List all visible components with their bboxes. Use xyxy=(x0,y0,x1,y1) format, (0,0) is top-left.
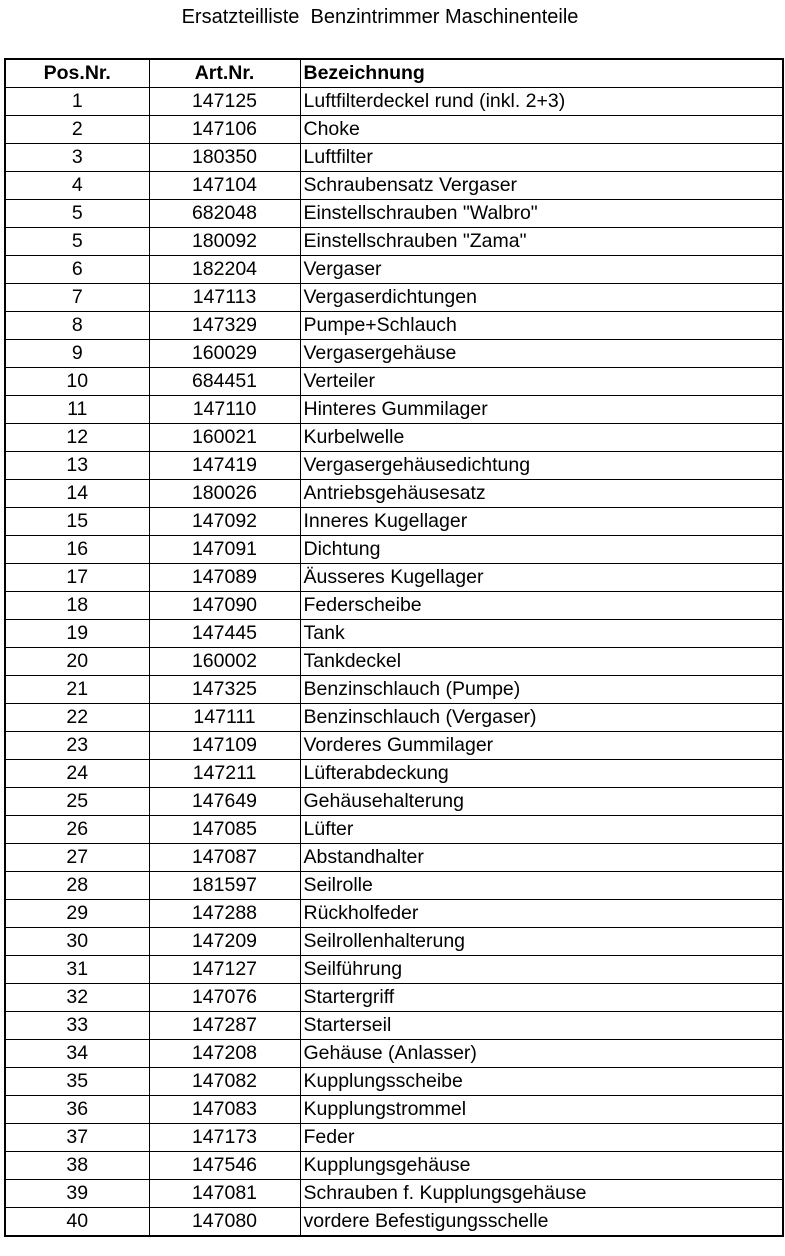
cell-art-nr: 684451 xyxy=(149,368,300,396)
cell-bezeichnung: Luftfilterdeckel rund (inkl. 2+3) xyxy=(300,88,783,116)
cell-bezeichnung: Schraubensatz Vergaser xyxy=(300,172,783,200)
table-row xyxy=(5,1124,783,1152)
cell-pos-nr: 21 xyxy=(5,676,149,704)
cell-bezeichnung: Choke xyxy=(300,116,783,144)
cell-pos-nr: 39 xyxy=(5,1180,149,1208)
cell-pos-nr: 18 xyxy=(5,592,149,620)
cell-art-nr: 147287 xyxy=(149,1012,300,1040)
cell-art-nr: 147209 xyxy=(149,928,300,956)
cell-bezeichnung: Rückholfeder xyxy=(300,900,783,928)
cell-pos-nr: 27 xyxy=(5,844,149,872)
cell-art-nr: 147090 xyxy=(149,592,300,620)
cell-bezeichnung: Luftfilter xyxy=(300,144,783,172)
cell-art-nr: 147109 xyxy=(149,732,300,760)
cell-pos-nr: 14 xyxy=(5,480,149,508)
table-row xyxy=(5,900,783,928)
cell-bezeichnung: Einstellschrauben "Walbro" xyxy=(300,200,783,228)
cell-pos-nr: 34 xyxy=(5,1040,149,1068)
table-row xyxy=(5,1096,783,1124)
table-row xyxy=(5,1180,783,1208)
cell-art-nr: 147125 xyxy=(149,88,300,116)
cell-pos-nr: 13 xyxy=(5,452,149,480)
cell-pos-nr: 8 xyxy=(5,312,149,340)
cell-bezeichnung: Federscheibe xyxy=(300,592,783,620)
cell-art-nr: 147081 xyxy=(149,1180,300,1208)
cell-bezeichnung: Vergasergehäusedichtung xyxy=(300,452,783,480)
cell-pos-nr: 19 xyxy=(5,620,149,648)
cell-bezeichnung: Seilrollenhalterung xyxy=(300,928,783,956)
cell-bezeichnung: Antriebsgehäusesatz xyxy=(300,480,783,508)
cell-pos-nr: 24 xyxy=(5,760,149,788)
cell-pos-nr: 28 xyxy=(5,872,149,900)
cell-art-nr: 147085 xyxy=(149,816,300,844)
cell-pos-nr: 31 xyxy=(5,956,149,984)
table-row xyxy=(5,620,783,648)
table-row xyxy=(5,564,783,592)
cell-art-nr: 147329 xyxy=(149,312,300,340)
cell-bezeichnung: Hinteres Gummilager xyxy=(300,396,783,424)
table-row xyxy=(5,1152,783,1180)
cell-art-nr: 147325 xyxy=(149,676,300,704)
cell-art-nr: 682048 xyxy=(149,200,300,228)
cell-pos-nr: 16 xyxy=(5,536,149,564)
cell-pos-nr: 38 xyxy=(5,1152,149,1180)
table-row xyxy=(5,144,783,172)
cell-pos-nr: 17 xyxy=(5,564,149,592)
cell-pos-nr: 23 xyxy=(5,732,149,760)
cell-art-nr: 160029 xyxy=(149,340,300,368)
table-row xyxy=(5,228,783,256)
cell-pos-nr: 40 xyxy=(5,1208,149,1237)
cell-pos-nr: 5 xyxy=(5,228,149,256)
table-row xyxy=(5,424,783,452)
cell-bezeichnung: Seilrolle xyxy=(300,872,783,900)
page-title: Ersatzteilliste Benzintrimmer Maschinenteile xyxy=(181,6,579,28)
cell-art-nr: 147288 xyxy=(149,900,300,928)
cell-art-nr: 147083 xyxy=(149,1096,300,1124)
cell-art-nr: 147104 xyxy=(149,172,300,200)
cell-pos-nr: 29 xyxy=(5,900,149,928)
cell-art-nr: 147091 xyxy=(149,536,300,564)
table-row xyxy=(5,844,783,872)
table-row xyxy=(5,200,783,228)
table-row xyxy=(5,872,783,900)
cell-pos-nr: 15 xyxy=(5,508,149,536)
cell-art-nr: 147445 xyxy=(149,620,300,648)
cell-art-nr: 147208 xyxy=(149,1040,300,1068)
cell-pos-nr: 37 xyxy=(5,1124,149,1152)
cell-art-nr: 147211 xyxy=(149,760,300,788)
parts-table-body xyxy=(5,88,783,1237)
table-row xyxy=(5,676,783,704)
cell-bezeichnung: Vergasergehäuse xyxy=(300,340,783,368)
cell-bezeichnung: Kupplungsgehäuse xyxy=(300,1152,783,1180)
table-row xyxy=(5,592,783,620)
table-row xyxy=(5,256,783,284)
table-row xyxy=(5,480,783,508)
cell-bezeichnung: Abstandhalter xyxy=(300,844,783,872)
cell-art-nr: 147111 xyxy=(149,704,300,732)
cell-pos-nr: 30 xyxy=(5,928,149,956)
cell-art-nr: 147110 xyxy=(149,396,300,424)
cell-bezeichnung: Gehäuse (Anlasser) xyxy=(300,1040,783,1068)
cell-bezeichnung: Lüfterabdeckung xyxy=(300,760,783,788)
cell-art-nr: 147113 xyxy=(149,284,300,312)
table-row xyxy=(5,984,783,1012)
cell-bezeichnung: Benzinschlauch (Vergaser) xyxy=(300,704,783,732)
cell-bezeichnung: Tankdeckel xyxy=(300,648,783,676)
cell-pos-nr: 20 xyxy=(5,648,149,676)
cell-bezeichnung: Kupplungstrommel xyxy=(300,1096,783,1124)
cell-art-nr: 147127 xyxy=(149,956,300,984)
header-bezeichnung: Bezeichnung xyxy=(300,59,783,88)
table-row xyxy=(5,1040,783,1068)
cell-pos-nr: 12 xyxy=(5,424,149,452)
cell-pos-nr: 25 xyxy=(5,788,149,816)
table-row xyxy=(5,536,783,564)
cell-pos-nr: 3 xyxy=(5,144,149,172)
cell-bezeichnung: Vergaser xyxy=(300,256,783,284)
table-row xyxy=(5,172,783,200)
cell-bezeichnung: Feder xyxy=(300,1124,783,1152)
table-row xyxy=(5,704,783,732)
table-row xyxy=(5,396,783,424)
cell-bezeichnung: Vergaserdichtungen xyxy=(300,284,783,312)
cell-bezeichnung: Schrauben f. Kupplungsgehäuse xyxy=(300,1180,783,1208)
table-row xyxy=(5,1012,783,1040)
table-row xyxy=(5,648,783,676)
header-pos-nr: Pos.Nr. xyxy=(5,59,149,88)
cell-art-nr: 147089 xyxy=(149,564,300,592)
table-row xyxy=(5,508,783,536)
table-row xyxy=(5,956,783,984)
cell-pos-nr: 33 xyxy=(5,1012,149,1040)
cell-bezeichnung: Gehäusehalterung xyxy=(300,788,783,816)
table-row xyxy=(5,312,783,340)
table-row xyxy=(5,760,783,788)
cell-art-nr: 182204 xyxy=(149,256,300,284)
cell-bezeichnung: Vorderes Gummilager xyxy=(300,732,783,760)
table-row xyxy=(5,788,783,816)
cell-art-nr: 160002 xyxy=(149,648,300,676)
cell-pos-nr: 26 xyxy=(5,816,149,844)
cell-pos-nr: 1 xyxy=(5,88,149,116)
cell-bezeichnung: Kupplungsscheibe xyxy=(300,1068,783,1096)
cell-art-nr: 147173 xyxy=(149,1124,300,1152)
cell-bezeichnung: Seilführung xyxy=(300,956,783,984)
cell-art-nr: 147546 xyxy=(149,1152,300,1180)
table-row xyxy=(5,1208,783,1237)
cell-art-nr: 160021 xyxy=(149,424,300,452)
cell-art-nr: 180026 xyxy=(149,480,300,508)
cell-pos-nr: 9 xyxy=(5,340,149,368)
cell-pos-nr: 5 xyxy=(5,200,149,228)
table-row xyxy=(5,732,783,760)
table-row xyxy=(5,1068,783,1096)
cell-art-nr: 147106 xyxy=(149,116,300,144)
header-art-nr: Art.Nr. xyxy=(149,59,300,88)
table-row xyxy=(5,452,783,480)
table-row xyxy=(5,116,783,144)
cell-art-nr: 147082 xyxy=(149,1068,300,1096)
cell-art-nr: 147092 xyxy=(149,508,300,536)
cell-bezeichnung: Starterseil xyxy=(300,1012,783,1040)
cell-art-nr: 147087 xyxy=(149,844,300,872)
cell-pos-nr: 36 xyxy=(5,1096,149,1124)
cell-bezeichnung: Benzinschlauch (Pumpe) xyxy=(300,676,783,704)
cell-art-nr: 181597 xyxy=(149,872,300,900)
table-row xyxy=(5,340,783,368)
cell-pos-nr: 6 xyxy=(5,256,149,284)
cell-pos-nr: 2 xyxy=(5,116,149,144)
table-row xyxy=(5,284,783,312)
cell-bezeichnung: Inneres Kugellager xyxy=(300,508,783,536)
cell-art-nr: 180350 xyxy=(149,144,300,172)
cell-bezeichnung: Pumpe+Schlauch xyxy=(300,312,783,340)
table-row xyxy=(5,816,783,844)
table-row xyxy=(5,88,783,116)
cell-bezeichnung: Einstellschrauben "Zama" xyxy=(300,228,783,256)
table-row xyxy=(5,368,783,396)
cell-bezeichnung: vordere Befestigungsschelle xyxy=(300,1208,783,1237)
cell-pos-nr: 22 xyxy=(5,704,149,732)
table-header-row xyxy=(5,59,783,88)
cell-bezeichnung: Verteiler xyxy=(300,368,783,396)
cell-pos-nr: 4 xyxy=(5,172,149,200)
cell-pos-nr: 35 xyxy=(5,1068,149,1096)
cell-bezeichnung: Lüfter xyxy=(300,816,783,844)
cell-bezeichnung: Dichtung xyxy=(300,536,783,564)
cell-bezeichnung: Tank xyxy=(300,620,783,648)
cell-art-nr: 147076 xyxy=(149,984,300,1012)
cell-pos-nr: 11 xyxy=(5,396,149,424)
parts-table xyxy=(4,58,784,1237)
cell-pos-nr: 32 xyxy=(5,984,149,1012)
cell-bezeichnung: Äusseres Kugellager xyxy=(300,564,783,592)
cell-pos-nr: 10 xyxy=(5,368,149,396)
cell-art-nr: 180092 xyxy=(149,228,300,256)
cell-art-nr: 147419 xyxy=(149,452,300,480)
cell-bezeichnung: Kurbelwelle xyxy=(300,424,783,452)
cell-art-nr: 147080 xyxy=(149,1208,300,1237)
cell-bezeichnung: Startergriff xyxy=(300,984,783,1012)
cell-pos-nr: 7 xyxy=(5,284,149,312)
table-row xyxy=(5,928,783,956)
cell-art-nr: 147649 xyxy=(149,788,300,816)
